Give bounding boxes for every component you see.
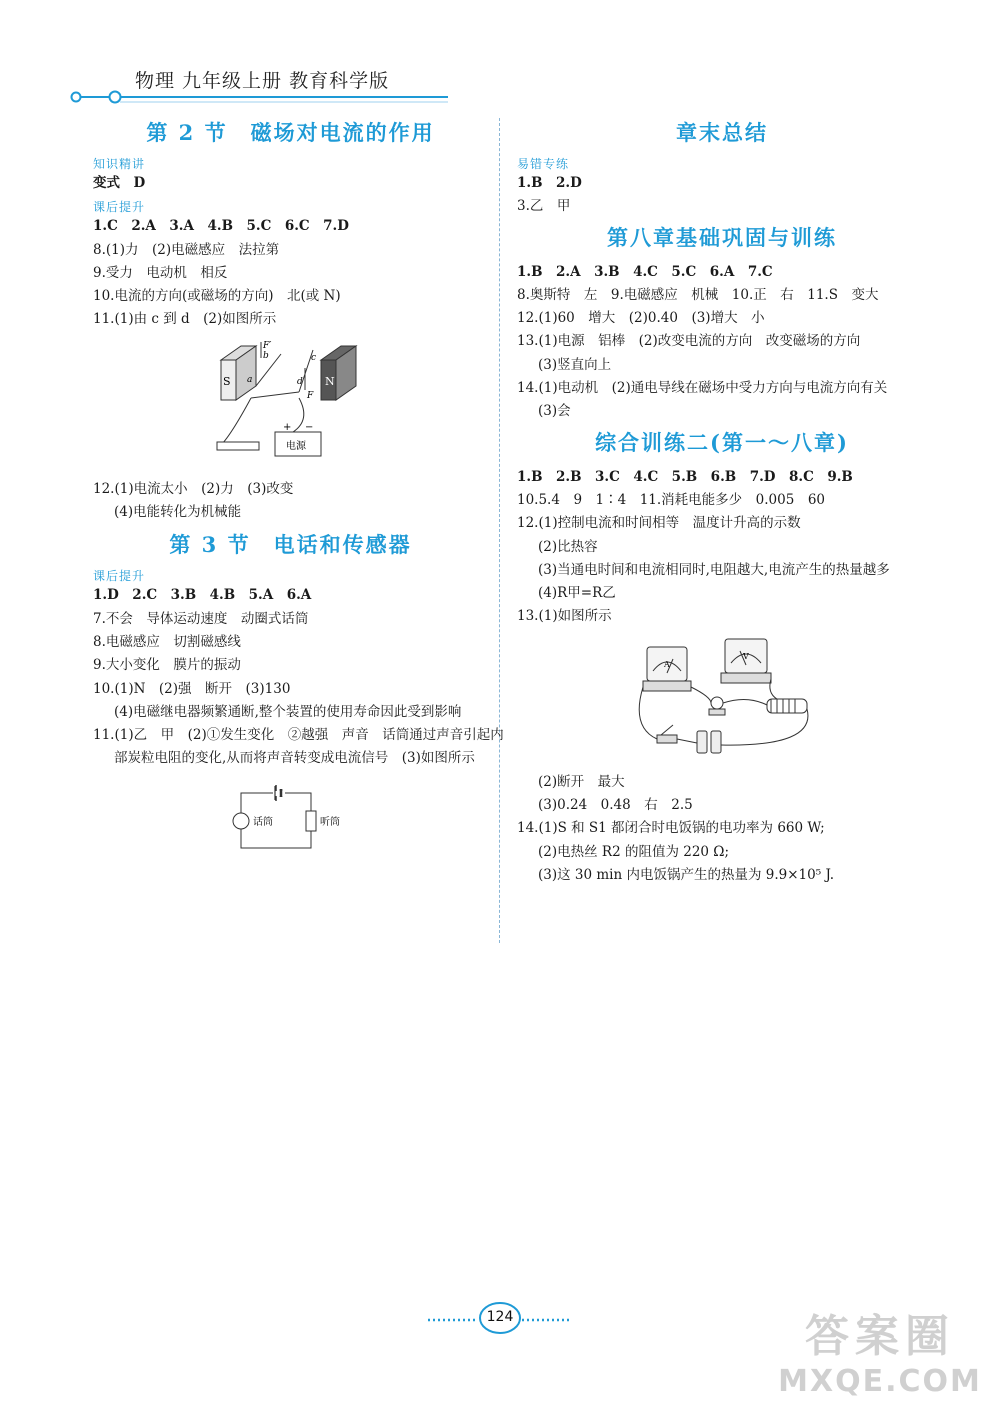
answer-line: (4)电能转化为机械能 — [114, 504, 242, 521]
answer-line: 8.电磁感应 切割磁感线 — [93, 633, 241, 650]
label-a: a — [246, 374, 252, 385]
answer-line: 变式 D — [93, 175, 146, 191]
left-column — [93, 112, 504, 864]
phone-circuit-diagram — [231, 783, 351, 858]
answer-line: (4)电磁继电器频繁通断,整个装置的使用寿命因此受到影响 — [114, 703, 462, 720]
figure-meters-circuit — [627, 637, 817, 765]
answer-paragraph: (3)当通电时间和电流相同时,电阻越大,电流产生的热量越多 — [538, 561, 890, 578]
answer-line: 10.(1)N (2)强 断开 (3)130 — [93, 680, 291, 697]
answer-line: 10.电流的方向(或磁场的方向) 北(或 N) — [93, 288, 341, 305]
answer-line: 13.(1)如图所示 — [517, 608, 612, 625]
answer-line: (3)会 — [538, 403, 571, 420]
answer-line: (2)比热容 — [538, 538, 598, 555]
answer-line: (3)这 30 min 内电饭锅产生的热量为 9.9×10⁵ J. — [538, 866, 835, 883]
meters-circuit-diagram — [627, 637, 817, 765]
page-header — [0, 0, 1000, 110]
label-s: S — [222, 374, 231, 388]
answer-line: 12.(1)60 增大 (2)0.40 (3)增大 小 — [517, 310, 765, 327]
watermark-chinese: 答案圈 — [805, 1311, 955, 1362]
tag-knowledge: 知识精讲 — [93, 157, 146, 171]
section-title-zh2: 综合训练二(第一～八章) — [595, 429, 849, 455]
header-title: 物理 九年级上册 教育科学版 — [135, 70, 390, 92]
answer-line: 1.D 2.C 3.B 4.B 5.A 6.A — [93, 587, 312, 604]
answer-line: (4)R甲=R乙 — [538, 585, 616, 602]
page-number: 124 — [486, 1309, 514, 1325]
answer-line: 10.5.4 9 1∶4 11.消耗电能多少 0.005 60 — [517, 491, 826, 508]
section-title-ch8: 第八章基础巩固与训练 — [607, 224, 837, 250]
answer-line: (3)0.24 0.48 右 2.5 — [538, 797, 693, 814]
answer-line: 11.(1)由 c 到 d (2)如图所示 — [93, 311, 277, 328]
answer-line: 12.(1)电流太小 (2)力 (3)改变 — [93, 480, 294, 497]
label-plus: + — [282, 421, 291, 433]
label-d: d — [296, 376, 303, 387]
answer-line: 1.B 2.D — [517, 175, 582, 191]
answer-line: 1.B 2.A 3.B 4.C 5.C 6.A 7.C — [517, 263, 773, 280]
label-power: 电源 — [285, 440, 306, 452]
answer-line: 9.大小变化 膜片的振动 — [93, 657, 241, 674]
answer-line: 12.(1)控制电流和时间相等 温度计升高的示数 — [517, 515, 801, 532]
label-minus: − — [304, 421, 313, 433]
answer-line: 3.乙 甲 — [517, 198, 571, 215]
section-title-summary: 章末总结 — [676, 120, 768, 145]
answer-line: (2)电热丝 R2 的阻值为 220 Ω; — [538, 843, 730, 860]
tag-after-class: 课后提升 — [93, 200, 146, 215]
watermark-url: MXQE.COM — [778, 1364, 982, 1399]
label-force-2: F — [306, 390, 313, 401]
section-title-s3: 第 3 节 电话和传感器 — [169, 532, 412, 558]
label-c: c — [310, 352, 316, 363]
label-force-1: F′ — [262, 340, 271, 351]
label-mic: 话筒 — [252, 816, 273, 828]
tag-after-class: 课后提升 — [93, 569, 146, 584]
answer-line: 13.(1)电源 铝棒 (2)改变电流的方向 改变磁场的方向 — [517, 333, 861, 350]
answer-line: 1.B 2.B 3.C 4.C 5.B 6.B 7.D 8.C 9.B — [517, 468, 853, 485]
column-divider — [499, 118, 500, 943]
answer-line: 7.不会 导体运动速度 动圈式话筒 — [93, 610, 309, 627]
answer-line: 8.奥斯特 左 9.电磁感应 机械 10.正 右 11.S 变大 — [517, 286, 879, 303]
answer-line: (3)竖直向上 — [538, 356, 612, 373]
answer-line: 9.受力 电动机 相反 — [93, 264, 228, 281]
figure-magnet-circuit — [211, 340, 371, 470]
label-n: N — [324, 374, 335, 388]
answer-line: 14.(1)电动机 (2)通电导线在磁场中受力方向与电流方向有关 — [517, 380, 888, 397]
answer-paragraph: 11.(1)乙 甲 (2)①发生变化 ②越强 声音 话筒通过声音引起内部炭粒电阻的变化,从而将声音转变成电流信号 (3)如图所示 — [93, 727, 504, 767]
label-voltmeter: V — [743, 651, 749, 661]
label-receiver: 听筒 — [319, 816, 340, 828]
answer-line: 8.(1)力 (2)电磁感应 法拉第 — [93, 241, 280, 258]
section-title-s2: 第 2 节 磁场对电流的作用 — [146, 120, 435, 145]
answer-line: (2)断开 最大 — [538, 773, 625, 790]
right-column — [517, 112, 927, 887]
magnet-circuit-diagram — [211, 340, 371, 470]
answer-line: 1.C 2.A 3.A 4.B 5.C 6.C 7.D — [93, 218, 349, 235]
tag-errors: 易错专练 — [517, 157, 570, 171]
figure-phone-circuit — [231, 783, 351, 858]
watermark — [770, 1300, 990, 1399]
header-decoration — [0, 0, 1000, 110]
answer-line: 14.(1)S 和 S1 都闭合时电饭锅的电功率为 660 W; — [517, 820, 825, 837]
label-b: b — [262, 350, 269, 361]
label-ammeter: A — [664, 659, 670, 669]
